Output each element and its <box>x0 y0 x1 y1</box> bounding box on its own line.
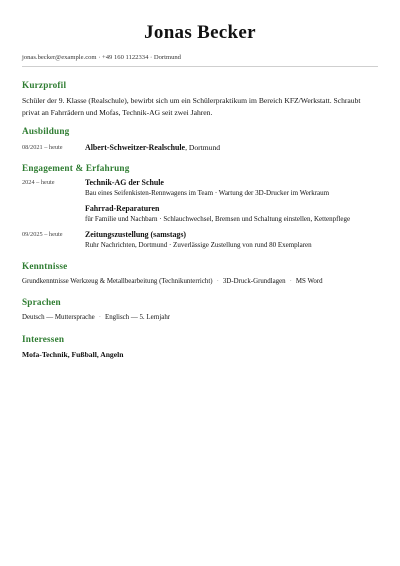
experience-entry <box>22 204 378 225</box>
experience-title: Technik-AG der Schule <box>85 178 164 187</box>
section-title-profile: Kurzprofil <box>22 80 67 90</box>
experience-desc: Ruhr Nachrichten, Dortmund · Zuverlässige Zustellung von rund 80 Exemplaren <box>85 241 312 249</box>
section-experience <box>22 163 378 251</box>
profile-text: Schüler der 9. Klasse (Realschule), bewirbt sich um ein Schülerpraktikum im Bereich KFZ/Werkstatt. Schraubt privat an Fahrrädern und Mofas, Technik-AG seit zwei Jahren. <box>22 96 361 117</box>
language-item: Englisch — 5. Lernjahr <box>105 314 171 321</box>
experience-details <box>85 178 378 199</box>
education-entry <box>22 143 378 153</box>
experience-title: Fahrrad-Reparaturen <box>85 204 160 213</box>
skill-item: Grundkenntnisse Werkzeug & Metallbearbeitung (Technikunterricht) <box>22 278 213 285</box>
skill-item: 3D-Druck-Grundlagen <box>222 278 286 285</box>
separator-dot-icon: · <box>289 278 292 285</box>
experience-entry <box>22 230 378 251</box>
experience-date: 2024 – heute <box>22 179 55 186</box>
section-profile <box>22 80 378 118</box>
experience-desc: für Familie und Nachbarn · Schlauchwechsel, Bremsen und Schaltung einstellen, Kettenpflege <box>85 215 351 223</box>
section-languages <box>22 297 378 323</box>
experience-details <box>85 230 378 251</box>
experience-details <box>85 204 378 225</box>
section-title-experience: Engagement & Erfahrung <box>22 163 130 173</box>
header-divider <box>22 66 378 67</box>
section-title-skills: Kenntnisse <box>22 261 68 271</box>
cv-name: Jonas Becker <box>144 22 256 43</box>
experience-title: Zeitungszustellung (samstags) <box>85 230 187 239</box>
education-school: Albert-Schweitzer-Realschule <box>85 143 186 152</box>
section-title-education: Ausbildung <box>22 126 70 136</box>
education-date: 08/2021 – heute <box>22 144 63 151</box>
section-skills <box>22 261 378 287</box>
contact-line: jonas.becker@example.com · +49 160 1122334 · Dortmund <box>22 54 181 61</box>
languages-list <box>22 313 378 323</box>
experience-desc: Bau eines Seifenkisten-Rennwagens im Team · Wartung der 3D-Drucker im Werkraum <box>85 189 330 197</box>
section-interests <box>22 334 378 360</box>
experience-entry <box>22 178 378 199</box>
section-title-interests: Interessen <box>22 334 65 344</box>
experience-date: 09/2025 – heute <box>22 231 63 238</box>
language-item: Deutsch — Muttersprache <box>22 314 95 321</box>
section-title-languages: Sprachen <box>22 297 61 307</box>
education-details <box>85 143 378 153</box>
skills-list <box>22 277 378 287</box>
separator-dot-icon: · <box>216 278 219 285</box>
separator-dot-icon: · <box>98 314 102 321</box>
education-location: , Dortmund <box>185 143 221 152</box>
interests-text: Mofa-Technik, Fußball, Angeln <box>22 350 124 359</box>
skill-item: MS Word <box>295 278 323 285</box>
section-education <box>22 126 378 153</box>
